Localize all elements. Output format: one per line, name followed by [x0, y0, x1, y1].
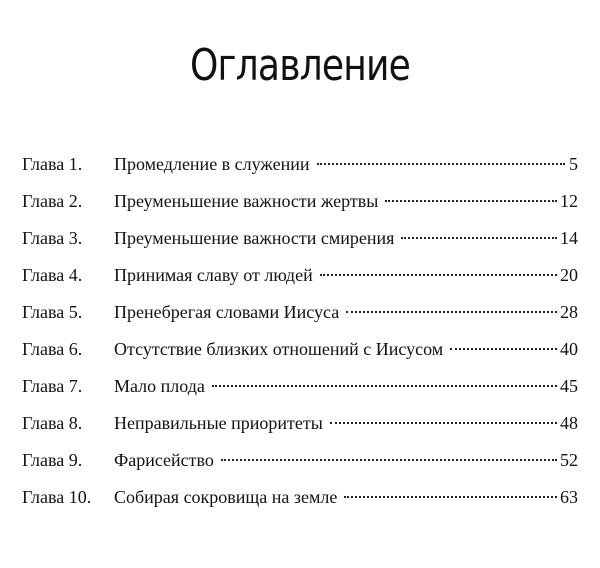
chapter-number: Глава 7.	[22, 376, 83, 396]
page-number: 28	[560, 302, 578, 322]
page-number: 12	[560, 191, 578, 211]
toc-entry	[22, 408, 578, 445]
toc-entry	[22, 223, 578, 260]
page-number: 5	[569, 154, 578, 174]
dot-leader	[385, 200, 557, 202]
page-number: 52	[560, 450, 578, 470]
toc-entry	[22, 371, 578, 408]
dot-leader	[221, 459, 557, 461]
chapter-number: Глава 6.	[22, 339, 83, 359]
chapter-title: Пренебрегая словами Иисуса	[114, 302, 340, 322]
page-number: 48	[560, 413, 578, 433]
toc-entry	[22, 445, 578, 482]
page-number: 20	[560, 265, 578, 285]
chapter-number: Глава 4.	[22, 265, 83, 285]
toc-entry	[22, 334, 578, 371]
dot-leader	[320, 274, 557, 276]
page-title: Оглавление	[189, 40, 411, 91]
dot-leader	[346, 311, 557, 313]
page-number: 63	[560, 487, 578, 507]
chapter-title: Отсутствие близких отношений с Иисусом	[114, 339, 444, 359]
toc-entry	[22, 297, 578, 334]
chapter-title: Принимая славу от людей	[114, 265, 313, 285]
dot-leader	[344, 496, 557, 498]
table-of-contents	[22, 149, 578, 519]
toc-entry	[22, 482, 578, 519]
chapter-number: Глава 9.	[22, 450, 83, 470]
toc-entry	[22, 260, 578, 297]
dot-leader	[450, 348, 557, 350]
chapter-number: Глава 1.	[22, 154, 83, 174]
chapter-number: Глава 5.	[22, 302, 83, 322]
chapter-title: Неправильные приоритеты	[114, 413, 323, 433]
chapter-title: Преуменьшение важности жертвы	[114, 191, 379, 211]
toc-entry	[22, 186, 578, 223]
page-number: 40	[560, 339, 578, 359]
page-number: 14	[560, 228, 578, 248]
chapter-number: Глава 2.	[22, 191, 83, 211]
dot-leader	[330, 422, 557, 424]
toc-entry	[22, 149, 578, 186]
chapter-title: Промедление в служении	[114, 154, 310, 174]
chapter-number: Глава 8.	[22, 413, 83, 433]
chapter-title: Мало плода	[114, 376, 205, 396]
dot-leader	[317, 163, 565, 165]
chapter-number: Глава 3.	[22, 228, 83, 248]
chapter-number: Глава 10.	[22, 487, 92, 507]
chapter-title: Фарисейство	[114, 450, 214, 470]
dot-leader	[401, 237, 557, 239]
chapter-title: Преуменьшение важности смирения	[114, 228, 395, 248]
dot-leader	[212, 385, 557, 387]
chapter-title: Собирая сокровища на земле	[114, 487, 338, 507]
page-number: 45	[560, 376, 578, 396]
